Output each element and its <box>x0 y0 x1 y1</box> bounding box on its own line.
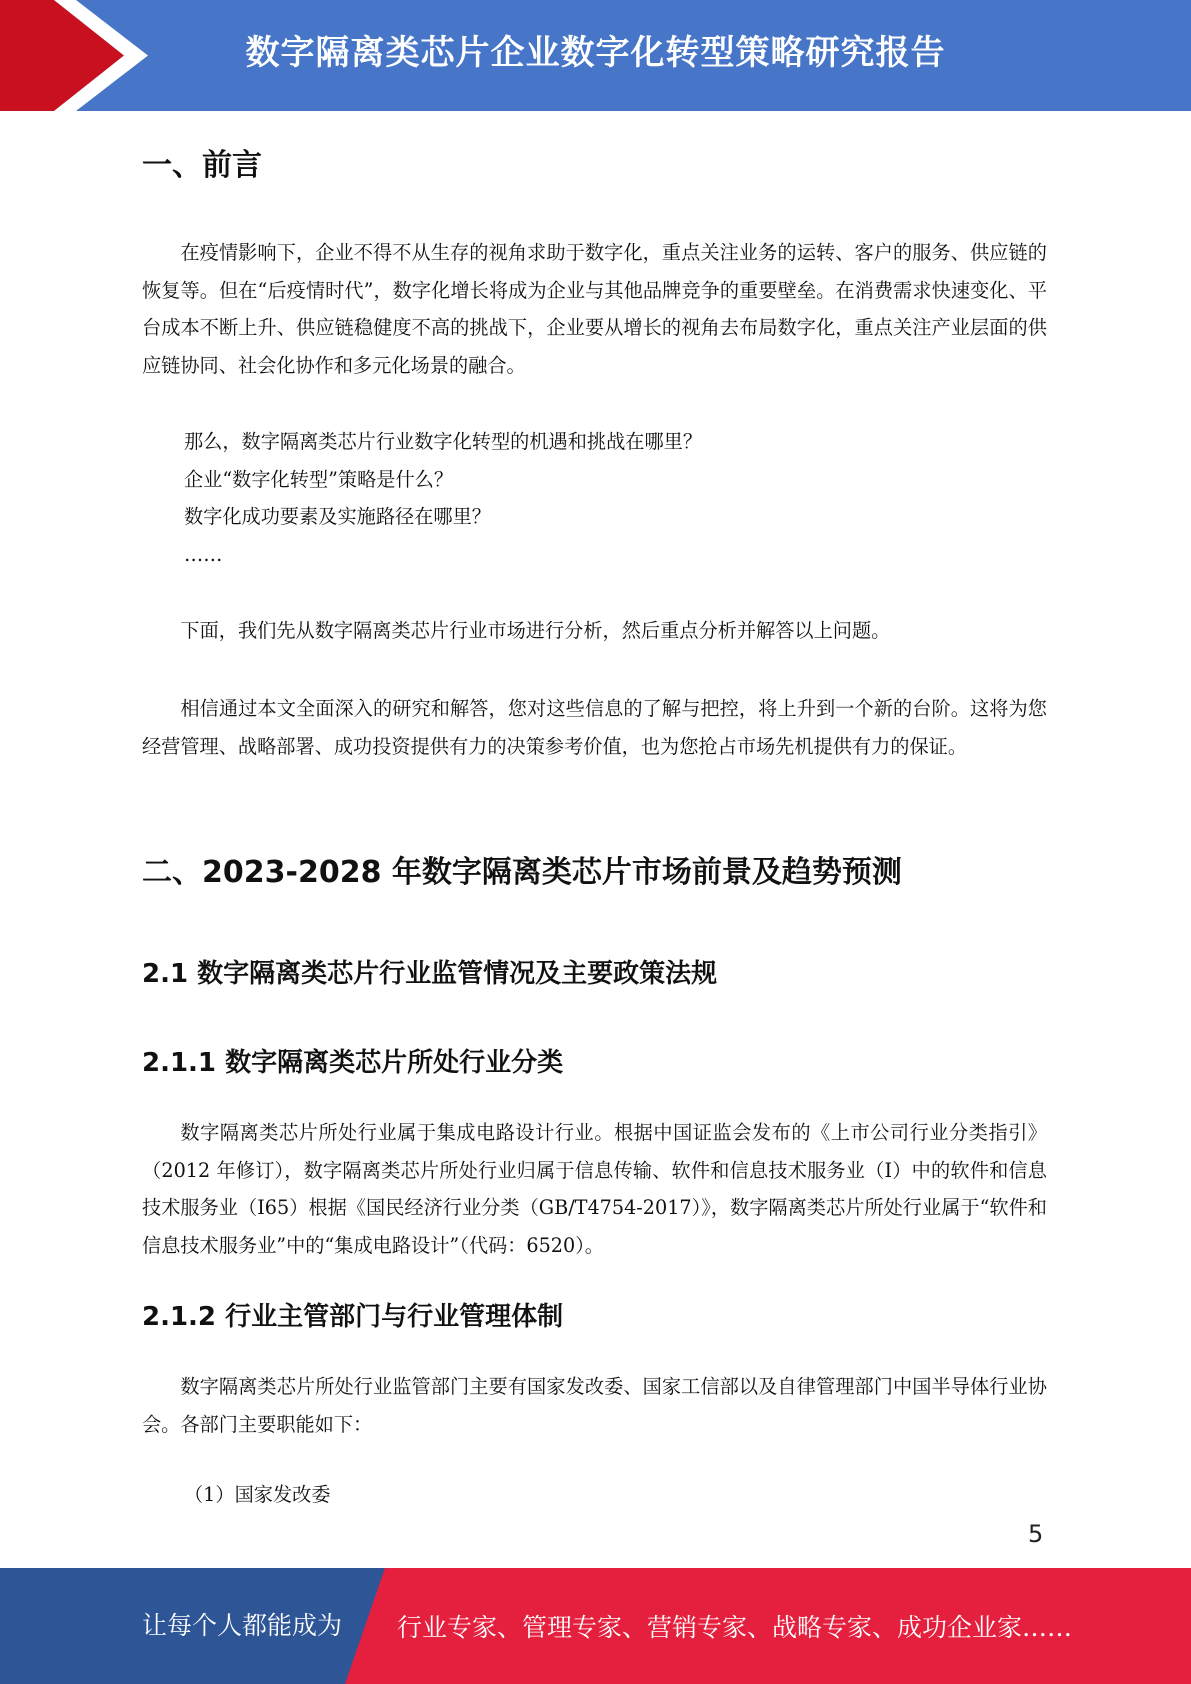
intro-paragraph-2: 下面，我们先从数字隔离类芯片行业市场进行分析，然后重点分析并解答以上问题。 <box>180 619 891 642</box>
intro-paragraph-3: 相信通过本文全面深入的研究和解答，您对这些信息的了解与把控，将上升到一个新的台阶。这将为您经营管理、战略部署、成功投资提供有力的决策参考价值，也为您抢占市场先机提供有力的保证。 <box>142 697 1047 758</box>
section-2-heading: 二、2023-2028 年数字隔离类芯片市场前景及趋势预测 <box>142 855 902 890</box>
footer-slogan-right: 行业专家、管理专家、营销专家、战略专家、成功企业家…… <box>397 1613 1073 1642</box>
header-banner <box>0 0 1191 111</box>
intro-heading: 一、前言 <box>142 148 262 183</box>
list-item-ndrc: （1）国家发改委 <box>184 1483 331 1506</box>
report-title: 数字隔离类芯片企业数字化转型策略研究报告 <box>245 33 946 73</box>
subsection-2-1-2-heading: 2.1.2 行业主管部门与行业管理体制 <box>142 1302 564 1332</box>
footer-slogan-left: 让每个人都能成为 <box>142 1611 343 1640</box>
intro-paragraph-1: 在疫情影响下，企业不得不从生存的视角求助于数字化，重点关注业务的运转、客户的服务、供应链的恢复等。但在“后疫情时代”，数字化增长将成为企业与其他品牌竞争的重要壁垒。在消费需求快速变化、平台成本不断上升、供应链稳健度不高的挑战下，企业要从增长的视角去布局数字化，重点关注产业层面的供应链协同、社会化协作和多元化场景的融合。 <box>142 241 1047 377</box>
footer-banner <box>0 1568 1191 1684</box>
question-3: 数字化成功要素及实施路径在哪里？ <box>184 505 491 528</box>
header-chevron-decoration <box>0 0 160 111</box>
page-number: 5 <box>1028 1520 1044 1548</box>
industry-classification-paragraph: 数字隔离类芯片所处行业属于集成电路设计行业。根据中国证监会发布的《上市公司行业分类指引》（2012 年修订），数字隔离类芯片所处行业归属于信息传输、软件和信息技术服务业（I）中的软件和信息技术服务业（I65）根据《国民经济行业分类（GB/T4754-2017）》，数字隔离类芯片所处行业属于“软件和信息技术服务业”中的“集成电路设计”（代码：6520）。 <box>142 1121 1047 1257</box>
subsection-2-1-1-heading: 2.1.1 数字隔离类芯片所处行业分类 <box>142 1048 564 1078</box>
question-ellipsis: …… <box>184 543 223 566</box>
regulatory-departments-paragraph: 数字隔离类芯片所处行业监管部门主要有国家发改委、国家工信部以及自律管理部门中国半导体行业协会。各部门主要职能如下： <box>142 1375 1047 1436</box>
question-1: 那么，数字隔离类芯片行业数字化转型的机遇和挑战在哪里？ <box>184 430 703 453</box>
question-2: 企业“数字化转型”策略是什么？ <box>184 468 454 491</box>
subsection-2-1-heading: 2.1 数字隔离类芯片行业监管情况及主要政策法规 <box>142 959 718 989</box>
